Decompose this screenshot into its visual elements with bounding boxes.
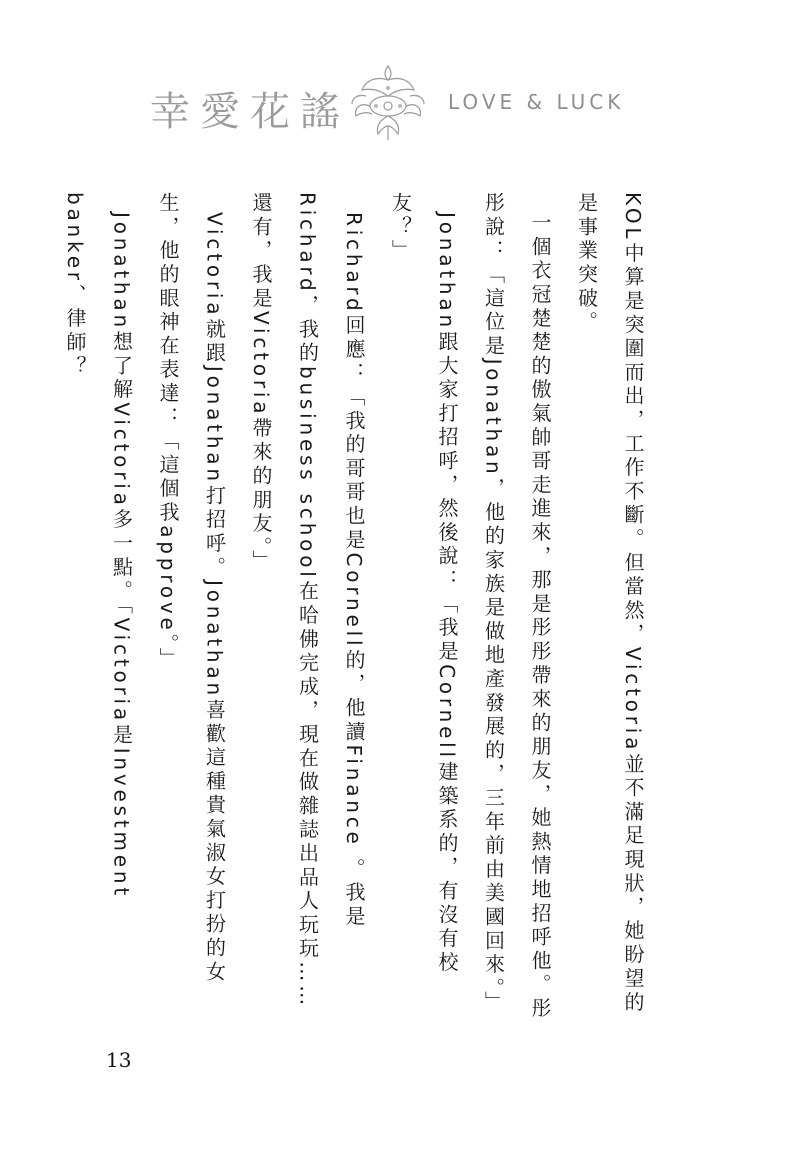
paragraph: Jonathan跟大家打招呼，然後說：「我是Cornell建築系的，有沒有校友？」 (388, 192, 459, 976)
paragraph: Victoria就跟Jonathan打招呼。Jonathan喜歡這種貴氣淑女打扮的女生，他的眼神在表達：「這個我approve。」 (156, 192, 227, 985)
paragraph: Richard回應：「我的哥哥也是Cornell的，他讀Finance 。我是Richard，我的business school在哈佛完成，現在做雜誌出品人玩玩……還有，我是Victoria帶來的朋友。」 (249, 192, 366, 1009)
paragraph: Jonathan想了解Victoria多一點。「Victoria是Investment banker、律師？ (63, 192, 134, 900)
page-number: 13 (106, 1048, 132, 1072)
book-title: 幸愛花謠 (150, 89, 350, 135)
book-subtitle: LOVE & LUCK (448, 90, 625, 114)
paragraph: KOL中算是突圍而出，工作不斷。但當然，Victoria並不滿足現狀，她盼望的是事業突破。 (574, 192, 645, 1016)
vertical-body-text (63, 192, 656, 1022)
paragraph: 一個衣冠楚楚的傲氣帥哥走進來，那是彤彤帶來的朋友，她熱情地招呼他。彤彤說：「這位是Jonathan，他的家族是做地產發展的，三年前由美國回來。」 (481, 192, 552, 1022)
floral-ornament-icon (346, 62, 430, 142)
running-header (150, 62, 625, 142)
